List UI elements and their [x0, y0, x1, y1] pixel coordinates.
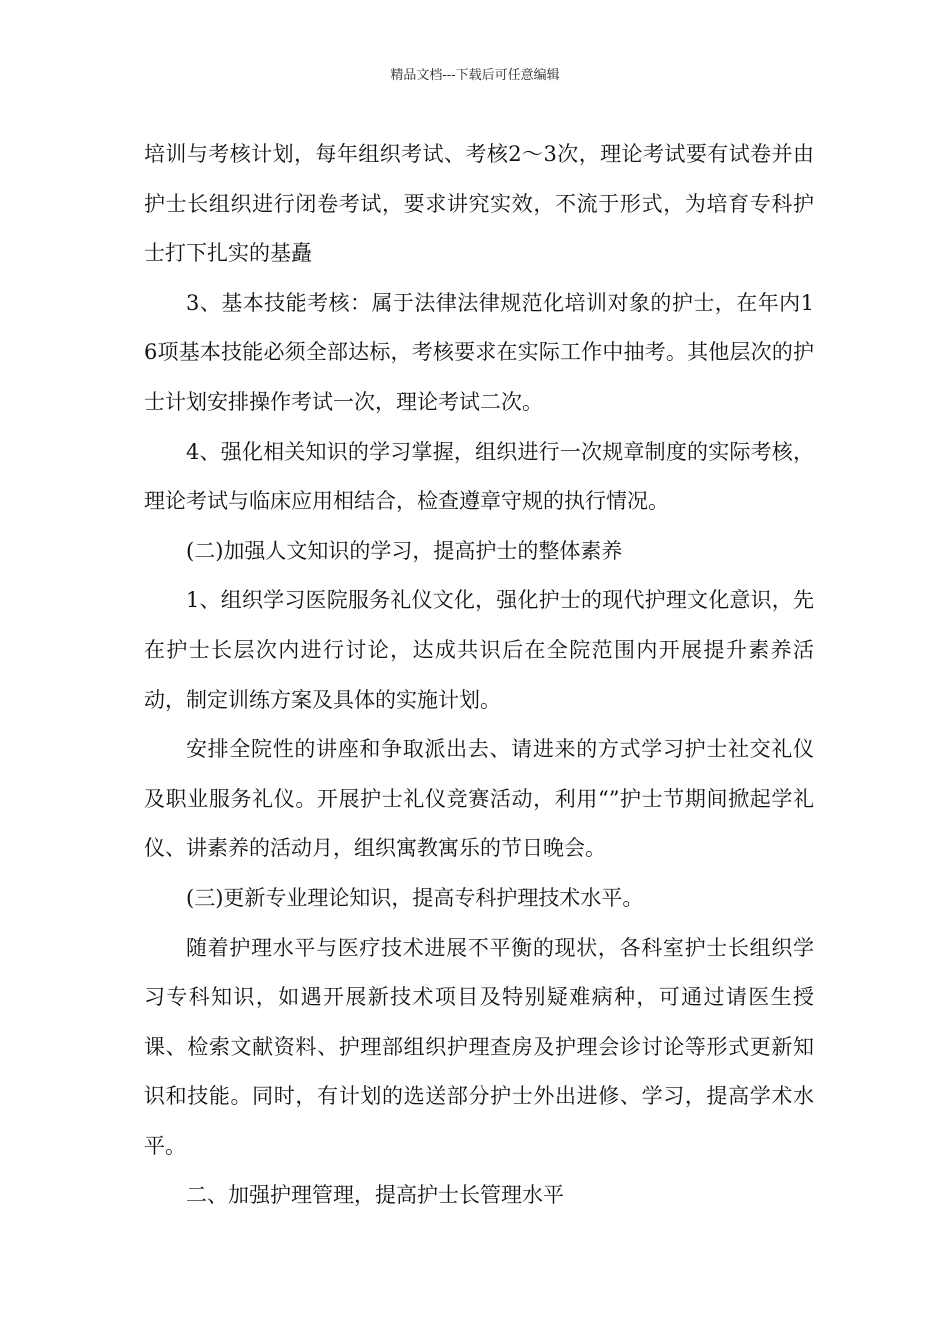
paragraph-training-plan: 培训与考核计划，每年组织考试、考核2～3次，理论考试要有试卷并由护士长组织进行闭卷考试，要求讲究实效，不流于形式，为培育专科护士打下扎实的基矗	[144, 142, 814, 266]
page-header: 精品文档---下载后可任意编辑	[390, 68, 560, 83]
paragraph-etiquette-culture: 1、组织学习医院服务礼仪文化，强化护士的现代护理文化意识，先在护士长层次内进行讨论，达成共识后在全院范围内开展提升素养活动，制定训练方案及具体的实施计划。	[144, 588, 814, 712]
paragraph-specialty-knowledge: 随着护理水平与医疗技术进展不平衡的现状，各科室护士长组织学习专科知识，如遇开展新技术项目及特别疑难病种，可通过请医生授课、检索文献资料、护理部组织护理查房及护理会诊讨论等形式更新知识和技能。同时，有计划的选送部分护士外出进修、学习，提高学术水平。	[144, 935, 814, 1158]
section-heading-management: 二、加强护理管理，提高护士长管理水平	[186, 1183, 564, 1208]
document-body	[144, 130, 814, 1221]
section-heading-humanities: (二)加强人文知识的学习，提高护士的整体素养	[186, 538, 623, 563]
paragraph-related-knowledge: 4、强化相关知识的学习掌握，组织进行一次规章制度的实际考核，理论考试与临床应用相结合，检查遵章守规的执行情况。	[144, 439, 814, 514]
paragraph-lectures: 安排全院性的讲座和争取派出去、请进来的方式学习护士社交礼仪及职业服务礼仪。开展护士礼仪竞赛活动，利用“”护士节期间掀起学礼仪、讲素养的活动月，组织寓教寓乐的节日晚会。	[144, 737, 814, 861]
section-heading-professional: (三)更新专业理论知识，提高专科护理技术水平。	[186, 885, 644, 910]
paragraph-basic-skills: 3、基本技能考核：属于法律法律规范化培训对象的护士，在年内16项基本技能必须全部达标，考核要求在实际工作中抽考。其他层次的护士计划安排操作考试一次，理论考试二次。	[144, 290, 814, 414]
